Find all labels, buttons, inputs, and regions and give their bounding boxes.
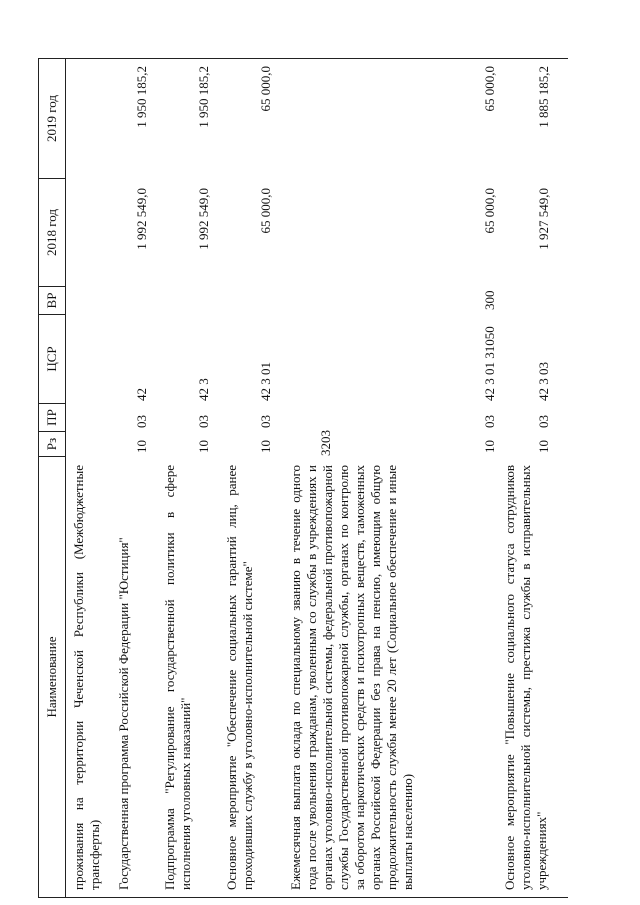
table-row	[162, 58, 212, 898]
row-2019: 65 000,0	[482, 66, 497, 112]
row-2018: 65 000,0	[258, 188, 273, 234]
table-row	[116, 58, 150, 898]
header-2019: 2019 год	[44, 95, 59, 142]
row-csr: 42 3 01 31050	[482, 326, 497, 401]
row-csr: 42 3	[196, 378, 211, 401]
row-2019: 65 000,0	[258, 66, 273, 112]
row-rz: 10	[258, 440, 273, 453]
table-row	[224, 58, 274, 898]
row-pr: 03	[536, 415, 551, 428]
row-name: Подпрограмма "Регулирование государственной политики в сфере исполнения уголовных наказаний"	[162, 465, 193, 890]
table-row	[71, 58, 105, 898]
row-pr: 03	[482, 415, 497, 428]
row-csr: 42 3 03	[536, 362, 551, 401]
row-rz: 10	[134, 440, 149, 453]
table-row	[502, 58, 568, 898]
row-rz: 10	[482, 440, 497, 453]
row-rz: 10	[536, 440, 551, 453]
row-2018: 65 000,0	[482, 188, 497, 234]
header-rz: Рз	[44, 437, 59, 451]
budget-table	[38, 58, 568, 898]
header-vr: ВР	[44, 292, 59, 309]
row-2019: 1 950 185,2	[134, 66, 149, 128]
table-row	[288, 58, 498, 898]
row-2018: 1 927 549,0	[536, 188, 551, 250]
row-name: Ежемесячная выплата оклада по специальному званию в течение одного года после увольнения гражданам, уволенным со службы в учреждениях и органах уголовно-исполнительной системы, федеральной противопожарной службы Государственной противопожарной службы, органах по контролю за оборотом наркотических средств и психотропных веществ, таможенных органах Российской Федерации без права на пенсию, имеющим общую продолжительность службы менее 20 лет (Социальное обеспечение и иные выплаты населению)	[288, 465, 415, 890]
row-pr: 03	[258, 415, 273, 428]
row-2018: 1 992 549,0	[196, 188, 211, 250]
row-2019: 1 950 185,2	[196, 66, 211, 128]
row-name: Государственная программа Российской Федерации "Юстиция"	[116, 537, 131, 890]
header-csr: ЦСР	[44, 346, 59, 372]
header-2018: 2018 год	[44, 209, 59, 256]
row-name: проживания на территории Чеченской Республики (Межбюджетные трансферты)	[71, 465, 102, 890]
row-csr: 42 3 01	[258, 362, 273, 401]
header-pr: ПР	[44, 409, 59, 426]
page-number: 3203	[318, 430, 333, 456]
row-pr: 03	[134, 415, 149, 428]
row-name: Основное мероприятие "Повышение социального статуса сотрудников уголовно-исполнительной системы, престижа службы в исправительных учреждениях"	[502, 465, 549, 890]
row-vr: 300	[482, 290, 497, 310]
header-name: Наименование	[44, 636, 59, 718]
row-rz: 10	[196, 440, 211, 453]
row-pr: 03	[196, 415, 211, 428]
row-csr: 42	[134, 388, 149, 401]
row-2018: 1 992 549,0	[134, 188, 149, 250]
table-header	[38, 58, 66, 898]
row-name: Основное мероприятие "Обеспечение социальных гарантий лиц, ранее проходивших службу в уголовно-исполнительной системе"	[224, 465, 255, 890]
budget-table-rotated	[38, 58, 568, 898]
row-2019: 1 885 185,2	[536, 66, 551, 128]
